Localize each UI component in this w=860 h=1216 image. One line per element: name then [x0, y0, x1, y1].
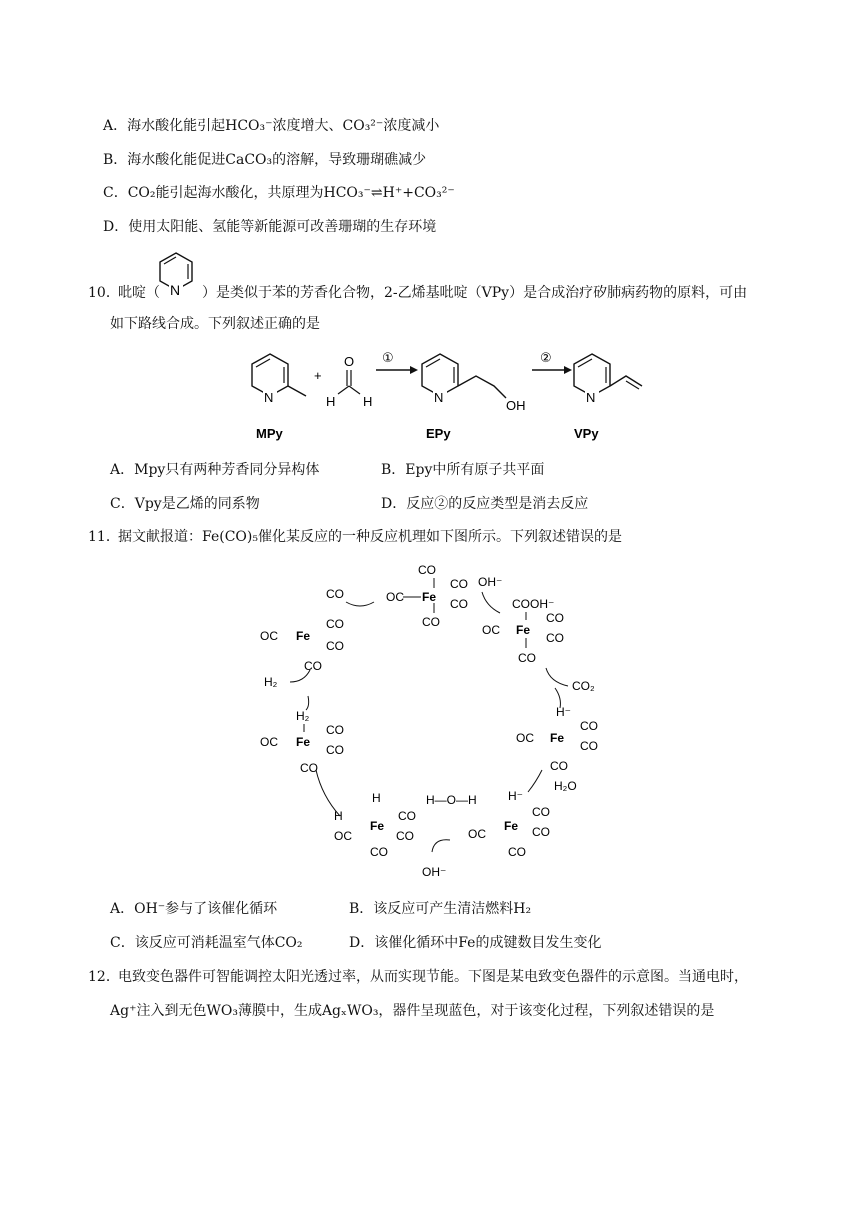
mpy-label: MPy [256, 426, 283, 441]
q11-number: 11． [88, 529, 120, 545]
oh-minus-label: OH⁻ [422, 865, 447, 879]
epy-structure [422, 354, 526, 413]
q11-option-b: B．该反应可产生清洁燃料H₂ [349, 901, 532, 917]
q11-option-c: C．该反应可消耗温室气体CO₂ [110, 935, 303, 951]
formaldehyde-o: O [344, 354, 355, 369]
mpy-n: N [264, 390, 274, 405]
q10-option-d: D．反应②的反应类型是消去反应 [381, 496, 589, 512]
co-label: CO [508, 845, 526, 859]
co2-label: CO₂ [572, 679, 595, 693]
h2o-label: H₂O [554, 779, 577, 793]
oc-label: OC [260, 735, 278, 749]
co-label: CO [580, 739, 598, 753]
plus-sign: + [314, 368, 322, 383]
h-label: H [334, 809, 343, 823]
co-label: CO [580, 719, 598, 733]
complex-fe-co5 [386, 563, 468, 629]
vpy-n: N [586, 390, 596, 405]
q11-catalytic-cycle [250, 558, 630, 888]
q12-stem-line2: Ag⁺注入到无色WO₃薄膜中，生成AgₓWO₃，器件呈现蓝色，对于该变化过程，下列叙述错误的是 [110, 1003, 715, 1019]
oc-label: OC [334, 829, 352, 843]
oc-label: OC [482, 623, 500, 637]
co-label: CO [532, 805, 550, 819]
pyridine-n-label: N [170, 282, 181, 298]
h-label: H [372, 791, 381, 805]
fe-label: Fe [504, 819, 519, 833]
step1-label: ① [382, 350, 394, 365]
q10-suffix: ）是类似于苯的芳香化合物，2-乙烯基吡啶（VPy）是合成治疗矽肺病药物的原料，可由 [202, 285, 748, 301]
q10-option-b: B．Epy中所有原子共平面 [381, 462, 545, 478]
water-label: H—O—H [426, 793, 477, 807]
vpy-label: VPy [574, 426, 599, 441]
co-label: CO [418, 563, 436, 577]
co-label: CO [396, 829, 414, 843]
co-label: CO [326, 617, 344, 631]
formaldehyde-h1: H [326, 394, 336, 409]
h2-label: H₂ [296, 709, 310, 723]
fe-label: Fe [516, 623, 531, 637]
co-label: CO [326, 743, 344, 757]
h-minus-label: H⁻ [556, 705, 571, 719]
oh-minus-label: OH⁻ [478, 575, 503, 589]
co-label: CO [532, 825, 550, 839]
oc-label: OC [386, 590, 404, 604]
complex-fe-dihydride [334, 791, 416, 859]
fe-label: Fe [370, 819, 385, 833]
q12-number: 12． [88, 969, 120, 985]
vpy-structure [574, 354, 642, 405]
q11-option-d: D．该催化循环中Fe的成键数目发生变化 [349, 935, 602, 951]
q10-option-a: A．Mpy只有两种芳香同分异构体 [110, 462, 320, 478]
q10-number: 10． [88, 285, 120, 301]
fe-label: Fe [550, 731, 565, 745]
epy-n: N [434, 390, 444, 405]
q10-stem-line2: 如下路线合成。下列叙述正确的是 [110, 316, 320, 332]
h-minus-label: H⁻ [508, 789, 523, 803]
co-label: CO [304, 659, 322, 673]
co-label: CO [398, 809, 416, 823]
co-label: CO [422, 615, 440, 629]
epy-oh: OH [506, 398, 526, 413]
q9-option-c: C．CO₂能引起海水酸化，共原理为HCO₃⁻⇌H⁺+CO₃²⁻ [103, 185, 455, 201]
q11-stem: 据文献报道：Fe(CO)₅催化某反应的一种反应机理如下图所示。下列叙述错误的是 [118, 529, 622, 545]
cooh-label: COOH⁻ [512, 597, 555, 611]
co-label: CO [326, 587, 344, 601]
co-label: CO [326, 639, 344, 653]
step2-label: ② [540, 350, 552, 365]
complex-fe-hydride-2 [468, 789, 550, 859]
oc-label: OC [516, 731, 534, 745]
q10-prefix: 吡啶（ [118, 285, 160, 301]
epy-label: EPy [426, 426, 451, 441]
q9-option-a: A．海水酸化能引起HCO₃⁻浓度增大、CO₃²⁻浓度减小 [103, 118, 440, 134]
h2-label: H₂ [264, 675, 278, 689]
co-label: CO [546, 631, 564, 645]
co-label: CO [550, 759, 568, 773]
co-label: CO [326, 723, 344, 737]
q12-stem-line1: 电致变色器件可智能调控太阳光透过率，从而实现节能。下图是某电致变色器件的示意图。当通电时， [118, 969, 748, 985]
co-label: CO [546, 611, 564, 625]
complex-fe-h2 [260, 709, 344, 775]
q9-option-b: B．海水酸化能促进CaCO₃的溶解，导致珊瑚礁减少 [103, 152, 427, 168]
q10-reaction-scheme [230, 340, 650, 450]
fe-label: Fe [296, 629, 311, 643]
complex-fe-hydride [516, 688, 598, 773]
q10-option-c: C．Vpy是乙烯的同系物 [110, 496, 260, 512]
pyridine-structure [152, 248, 200, 306]
oc-label: OC [260, 629, 278, 643]
mpy-structure [252, 354, 306, 405]
q9-option-d: D．使用太阳能、氢能等新能源可改善珊瑚的生存环境 [103, 219, 437, 235]
q11-option-a: A．OH⁻参与了该催化循环 [110, 901, 278, 917]
formaldehyde-h2: H [363, 394, 373, 409]
fe-label: Fe [296, 735, 311, 749]
fe-label: Fe [422, 590, 437, 604]
co-label: CO [518, 651, 536, 665]
co-label: CO [300, 761, 318, 775]
complex-fe-co4 [260, 587, 374, 673]
co-label: CO [370, 845, 388, 859]
co-label: CO [450, 577, 468, 591]
complex-fe-cooh [482, 597, 564, 665]
formaldehyde-structure [326, 354, 372, 409]
co-label: CO [450, 597, 468, 611]
oc-label: OC [468, 827, 486, 841]
